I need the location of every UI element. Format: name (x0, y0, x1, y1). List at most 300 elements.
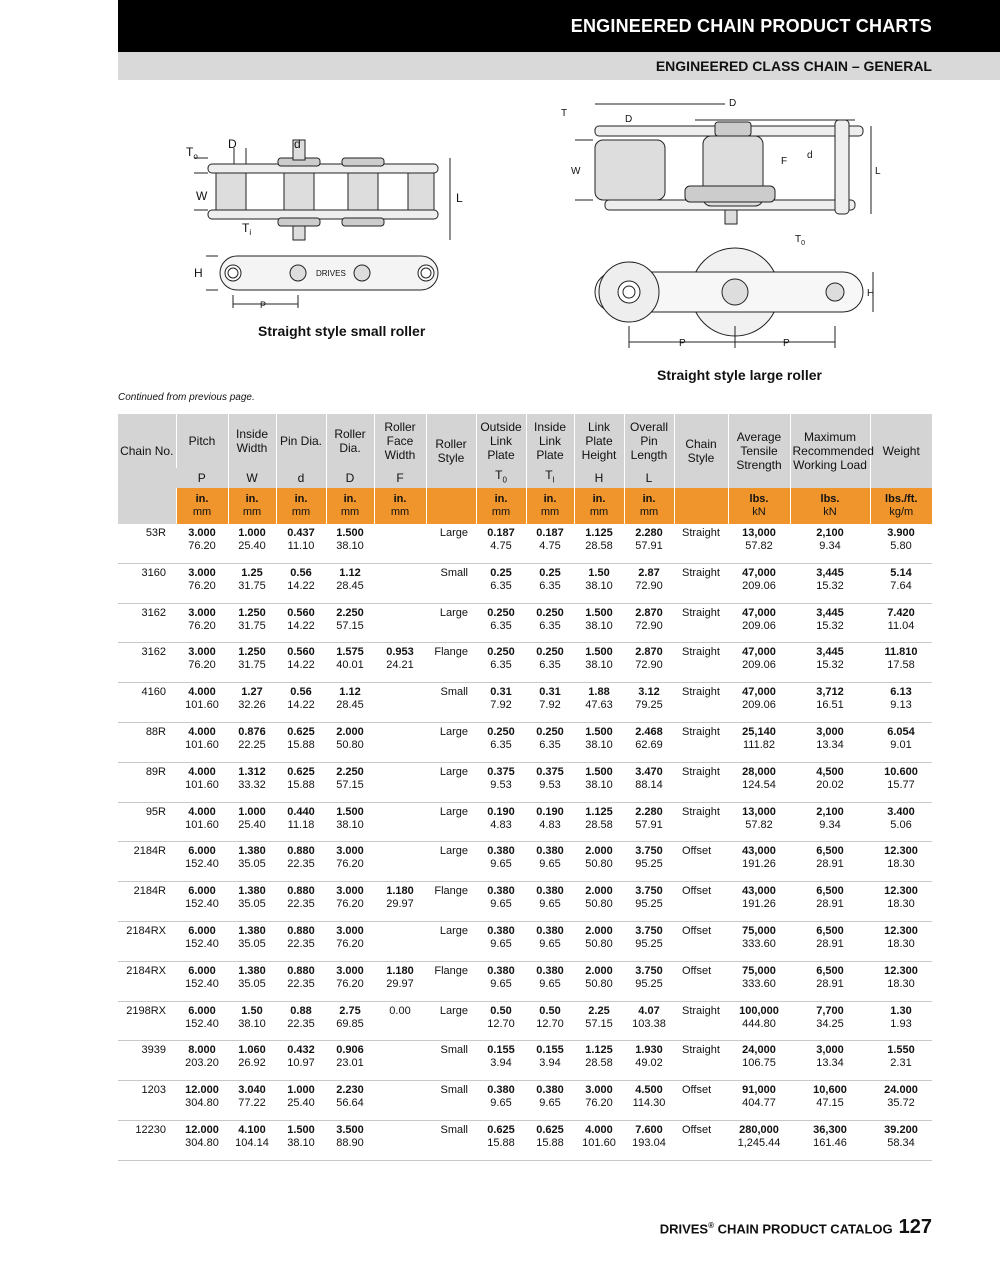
cell-ilp: 0.380 9.65 (526, 882, 574, 922)
cell-pitch: 4.000 101.60 (176, 683, 228, 723)
cell-mwl: 6,500 28.91 (790, 842, 870, 882)
cell-width: 1.25 31.75 (228, 563, 276, 603)
col-symbol: $T_0$ (476, 468, 526, 488)
dim-l-label: L (456, 191, 463, 205)
cell-roller-style: Large (426, 524, 476, 563)
cell-pin: 0.432 10.97 (276, 1041, 326, 1081)
cell-mwl: 6,500 28.91 (790, 882, 870, 922)
cell-wt: 24.000 35.72 (870, 1081, 932, 1121)
unit-cell: in. mm (326, 488, 374, 524)
cell-olp: 0.190 4.83 (476, 802, 526, 842)
cell-pin: 0.56 14.22 (276, 683, 326, 723)
cell-ats: 100,000 444.80 (728, 1001, 790, 1041)
table-row (118, 1041, 932, 1081)
cell-pitch: 4.000 101.60 (176, 762, 228, 802)
cell-lph: 2.000 50.80 (574, 882, 624, 922)
cell-chain-style: Offset (674, 1081, 728, 1121)
cell-ilp: 0.190 4.83 (526, 802, 574, 842)
cell-width: 4.100 104.14 (228, 1120, 276, 1160)
unit-cell: in. mm (526, 488, 574, 524)
cell-ats: 47,000 209.06 (728, 603, 790, 643)
cell-wt: 6.13 9.13 (870, 683, 932, 723)
cell-roller-style: Large (426, 722, 476, 762)
cell-chain-style: Straight (674, 524, 728, 563)
cell-opl: 2.280 57.91 (624, 802, 674, 842)
col-symbol: L (624, 468, 674, 488)
col-symbol: D (326, 468, 374, 488)
cell-chain-no: 3939 (118, 1041, 176, 1081)
cell-pin: 0.437 11.10 (276, 524, 326, 563)
large-roller-diagram (555, 96, 895, 356)
cell-width: 0.876 22.25 (228, 722, 276, 762)
cell-ilp: 0.250 6.35 (526, 722, 574, 762)
header-bar (118, 0, 1000, 52)
cell-chain-style: Straight (674, 563, 728, 603)
cell-ats: 47,000 209.06 (728, 563, 790, 603)
cell-ats: 280,000 1,245.44 (728, 1120, 790, 1160)
cell-opl: 2.87 72.90 (624, 563, 674, 603)
cell-roller: 1.575 40.01 (326, 643, 374, 683)
cell-opl: 3.750 95.25 (624, 921, 674, 961)
cell-chain-style: Straight (674, 1041, 728, 1081)
cell-ilp: 0.187 4.75 (526, 524, 574, 563)
cell-pin: 0.880 22.35 (276, 961, 326, 1001)
cell-ats: 75,000 333.60 (728, 921, 790, 961)
cell-face (374, 524, 426, 563)
cell-roller-style: Large (426, 921, 476, 961)
cell-roller: 1.12 28.45 (326, 683, 374, 723)
cell-pin: 0.625 15.88 (276, 722, 326, 762)
cell-ats: 47,000 209.06 (728, 683, 790, 723)
cell-face (374, 1041, 426, 1081)
unit-cell: in. mm (624, 488, 674, 524)
cell-wt: 39.200 58.34 (870, 1120, 932, 1160)
cell-mwl: 3,445 15.32 (790, 563, 870, 603)
unit-cell: in. mm (276, 488, 326, 524)
cell-wt: 1.30 1.93 (870, 1001, 932, 1041)
cell-roller: 2.000 50.80 (326, 722, 374, 762)
cell-opl: 2.468 62.69 (624, 722, 674, 762)
cell-pitch: 12.000 304.80 (176, 1081, 228, 1121)
cell-pitch: 6.000 152.40 (176, 882, 228, 922)
cell-chain-no: 2184RX (118, 921, 176, 961)
cell-ilp: 0.625 15.88 (526, 1120, 574, 1160)
cell-opl: 7.600 193.04 (624, 1120, 674, 1160)
cell-chain-no: 4160 (118, 683, 176, 723)
cell-width: 1.250 31.75 (228, 603, 276, 643)
unit-cell: lbs./ft. kg/m (870, 488, 932, 524)
cell-roller-style: Flange (426, 643, 476, 683)
table-row (118, 603, 932, 643)
unit-cell: in. mm (228, 488, 276, 524)
cell-pitch: 6.000 152.40 (176, 961, 228, 1001)
cell-chain-no: 3162 (118, 643, 176, 683)
cell-pin: 0.88 22.35 (276, 1001, 326, 1041)
table-row (118, 1081, 932, 1121)
cell-opl: 4.500 114.30 (624, 1081, 674, 1121)
cell-olp: 0.50 12.70 (476, 1001, 526, 1041)
table-row (118, 524, 932, 563)
cell-width: 1.000 25.40 (228, 802, 276, 842)
unit-cell: lbs. kN (790, 488, 870, 524)
small-roller-caption: Straight style small roller (258, 323, 426, 339)
cell-roller: 1.500 38.10 (326, 802, 374, 842)
cell-chain-no: 12230 (118, 1120, 176, 1160)
cell-opl: 4.07 103.38 (624, 1001, 674, 1041)
cell-chain-no: 2198RX (118, 1001, 176, 1041)
col-header: Overall Pin Length (624, 414, 674, 468)
cell-olp: 0.380 9.65 (476, 882, 526, 922)
col-symbol: W (228, 468, 276, 488)
cell-ats: 24,000 106.75 (728, 1041, 790, 1081)
cell-ilp: 0.25 6.35 (526, 563, 574, 603)
cell-pitch: 6.000 152.40 (176, 1001, 228, 1041)
cell-pitch: 3.000 76.20 (176, 524, 228, 563)
cell-pin: 0.880 22.35 (276, 921, 326, 961)
cell-width: 3.040 77.22 (228, 1081, 276, 1121)
cell-olp: 0.187 4.75 (476, 524, 526, 563)
cell-face: 0.953 24.21 (374, 643, 426, 683)
cell-mwl: 3,000 13.34 (790, 1041, 870, 1081)
cell-wt: 1.550 2.31 (870, 1041, 932, 1081)
cell-ats: 75,000 333.60 (728, 961, 790, 1001)
col-header: Outside Link Plate (476, 414, 526, 468)
cell-chain-style: Straight (674, 802, 728, 842)
cell-pitch: 6.000 152.40 (176, 921, 228, 961)
dim-pin-large-label: d (807, 150, 813, 161)
dim-h-label: H (194, 266, 203, 280)
cell-width: 1.380 35.05 (228, 921, 276, 961)
cell-wt: 5.14 7.64 (870, 563, 932, 603)
cell-width: 1.27 32.26 (228, 683, 276, 723)
unit-cell (426, 488, 476, 524)
cell-face: 0.00 (374, 1001, 426, 1041)
top-view-large (575, 104, 871, 224)
cell-ilp: 0.375 9.53 (526, 762, 574, 802)
cell-mwl: 3,445 15.32 (790, 603, 870, 643)
cell-lph: 1.125 28.58 (574, 802, 624, 842)
col-symbol: P (176, 468, 228, 488)
cell-ilp: 0.31 7.92 (526, 683, 574, 723)
cell-pin: 0.440 11.18 (276, 802, 326, 842)
cell-wt: 10.600 15.77 (870, 762, 932, 802)
table-row (118, 683, 932, 723)
cell-face (374, 722, 426, 762)
cell-chain-style: Straight (674, 683, 728, 723)
unit-cell: in. mm (176, 488, 228, 524)
col-header: Roller Dia. (326, 414, 374, 468)
cell-roller: 1.500 38.10 (326, 524, 374, 563)
dim-d2-label: D (729, 98, 737, 109)
cell-mwl: 6,500 28.91 (790, 961, 870, 1001)
cell-roller-style: Large (426, 842, 476, 882)
cell-pitch: 3.000 76.20 (176, 643, 228, 683)
cell-lph: 1.500 38.10 (574, 643, 624, 683)
cell-roller: 3.000 76.20 (326, 882, 374, 922)
cell-mwl: 36,300 161.46 (790, 1120, 870, 1160)
cell-ats: 91,000 404.77 (728, 1081, 790, 1121)
col-header: Weight (870, 414, 932, 488)
cell-olp: 0.375 9.53 (476, 762, 526, 802)
cell-face (374, 1120, 426, 1160)
col-header: Roller Style (426, 414, 476, 488)
cell-pin: 0.560 14.22 (276, 603, 326, 643)
top-view (194, 140, 450, 240)
cell-mwl: 3,445 15.32 (790, 643, 870, 683)
col-header: Pin Dia. (276, 414, 326, 468)
cell-opl: 3.750 95.25 (624, 882, 674, 922)
table-row (118, 643, 932, 683)
cell-roller: 0.906 23.01 (326, 1041, 374, 1081)
cell-roller-style: Small (426, 1120, 476, 1160)
cell-opl: 1.930 49.02 (624, 1041, 674, 1081)
cell-chain-style: Straight (674, 603, 728, 643)
cell-pitch: 3.000 76.20 (176, 563, 228, 603)
table-row (118, 563, 932, 603)
subheader-bar (118, 52, 1000, 80)
cell-lph: 1.500 38.10 (574, 762, 624, 802)
cell-ilp: 0.250 6.35 (526, 603, 574, 643)
cell-width: 1.250 31.75 (228, 643, 276, 683)
cell-pitch: 8.000 203.20 (176, 1041, 228, 1081)
cell-olp: 0.380 9.65 (476, 961, 526, 1001)
cell-face: 1.180 29.97 (374, 882, 426, 922)
col-symbol: F (374, 468, 426, 488)
cell-mwl: 2,100 9.34 (790, 802, 870, 842)
cell-chain-no: 53R (118, 524, 176, 563)
cell-ats: 25,140 111.82 (728, 722, 790, 762)
chain-spec-table (118, 414, 932, 1161)
catalog-name: DRIVES® CHAIN PRODUCT CATALOG (659, 1220, 893, 1236)
section-title: ENGINEERED CLASS CHAIN – GENERAL (655, 58, 932, 74)
cell-ats: 13,000 57.82 (728, 524, 790, 563)
table-body (118, 524, 932, 1160)
cell-chain-style: Offset (674, 882, 728, 922)
cell-roller-style: Small (426, 1041, 476, 1081)
cell-lph: 1.88 47.63 (574, 683, 624, 723)
cell-chain-no: 1203 (118, 1081, 176, 1121)
cell-chain-style: Offset (674, 921, 728, 961)
dim-p1-label: P (679, 338, 686, 349)
cell-olp: 0.31 7.92 (476, 683, 526, 723)
cell-lph: 1.125 28.58 (574, 1041, 624, 1081)
col-symbol: H (574, 468, 624, 488)
cell-opl: 3.470 88.14 (624, 762, 674, 802)
cell-wt: 6.054 9.01 (870, 722, 932, 762)
cell-chain-no: 3160 (118, 563, 176, 603)
dim-w-label: W (196, 189, 208, 203)
table-row (118, 842, 932, 882)
cell-chain-style: Straight (674, 643, 728, 683)
col-symbol: d (276, 468, 326, 488)
cell-roller-style: Flange (426, 961, 476, 1001)
cell-face: 1.180 29.97 (374, 961, 426, 1001)
dim-h-large-label: H (867, 288, 875, 299)
dim-to-label: $T_o$ (186, 145, 198, 161)
cell-chain-no: 2184R (118, 842, 176, 882)
unit-cell: in. mm (574, 488, 624, 524)
cell-opl: 3.750 95.25 (624, 842, 674, 882)
cell-roller: 3.000 76.20 (326, 921, 374, 961)
cell-width: 1.000 25.40 (228, 524, 276, 563)
cell-roller: 2.230 56.64 (326, 1081, 374, 1121)
cell-pin: 0.880 22.35 (276, 882, 326, 922)
cell-wt: 12.300 18.30 (870, 842, 932, 882)
cell-opl: 3.12 79.25 (624, 683, 674, 723)
small-roller-diagram (180, 130, 480, 315)
col-header-chain-no: Chain No. (118, 414, 176, 488)
page-title: ENGINEERED CHAIN PRODUCT CHARTS (570, 15, 932, 36)
cell-chain-no: 95R (118, 802, 176, 842)
cell-ilp: 0.250 6.35 (526, 643, 574, 683)
table-header (118, 414, 932, 524)
col-header: Chain Style (674, 414, 728, 488)
cell-ilp: 0.380 9.65 (526, 1081, 574, 1121)
dim-l-large-label: L (875, 166, 881, 177)
cell-roller: 1.12 28.45 (326, 563, 374, 603)
cell-roller: 2.250 57.15 (326, 603, 374, 643)
unit-cell: lbs. kN (728, 488, 790, 524)
cell-pitch: 4.000 101.60 (176, 802, 228, 842)
cell-chain-style: Offset (674, 961, 728, 1001)
cell-pin: 0.880 22.35 (276, 842, 326, 882)
large-roller-caption: Straight style large roller (657, 367, 822, 383)
cell-face (374, 921, 426, 961)
table-row (118, 921, 932, 961)
page-number: 127 (898, 1216, 932, 1238)
col-header: Inside Link Plate (526, 414, 574, 468)
cell-pitch: 4.000 101.60 (176, 722, 228, 762)
cell-roller-style: Small (426, 1081, 476, 1121)
cell-ats: 47,000 209.06 (728, 643, 790, 683)
cell-ilp: 0.155 3.94 (526, 1041, 574, 1081)
col-header: Inside Width (228, 414, 276, 468)
col-header: Pitch (176, 414, 228, 468)
cell-olp: 0.625 15.88 (476, 1120, 526, 1160)
dim-p-label: P (260, 300, 267, 310)
table-row (118, 1001, 932, 1041)
cell-ats: 28,000 124.54 (728, 762, 790, 802)
cell-roller-style: Large (426, 1001, 476, 1041)
cell-lph: 1.125 28.58 (574, 524, 624, 563)
unit-cell (674, 488, 728, 524)
footer (660, 1216, 932, 1239)
cell-face (374, 563, 426, 603)
cell-ats: 13,000 57.82 (728, 802, 790, 842)
cell-olp: 0.380 9.65 (476, 921, 526, 961)
cell-mwl: 6,500 28.91 (790, 921, 870, 961)
cell-width: 1.380 35.05 (228, 842, 276, 882)
cell-pin: 0.625 15.88 (276, 762, 326, 802)
brand-mark: DRIVES (316, 269, 346, 278)
cell-ilp: 0.380 9.65 (526, 921, 574, 961)
col-header: Roller Face Width (374, 414, 426, 468)
table-row (118, 802, 932, 842)
cell-opl: 2.870 72.90 (624, 643, 674, 683)
cell-face (374, 802, 426, 842)
col-header: Maximum Recommended Working Load (790, 414, 870, 488)
unit-cell: in. mm (374, 488, 426, 524)
cell-lph: 1.50 38.10 (574, 563, 624, 603)
cell-roller: 2.75 69.85 (326, 1001, 374, 1041)
continued-note: Continued from previous page. (118, 392, 255, 403)
cell-opl: 3.750 95.25 (624, 961, 674, 1001)
cell-ats: 43,000 191.26 (728, 882, 790, 922)
cell-opl: 2.870 72.90 (624, 603, 674, 643)
cell-lph: 3.000 76.20 (574, 1081, 624, 1121)
cell-mwl: 3,712 16.51 (790, 683, 870, 723)
cell-lph: 2.000 50.80 (574, 921, 624, 961)
cell-roller-style: Small (426, 683, 476, 723)
cell-ilp: 0.380 9.65 (526, 842, 574, 882)
cell-wt: 7.420 11.04 (870, 603, 932, 643)
cell-roller: 3.000 76.20 (326, 842, 374, 882)
cell-pitch: 6.000 152.40 (176, 842, 228, 882)
cell-olp: 0.25 6.35 (476, 563, 526, 603)
cell-pitch: 3.000 76.20 (176, 603, 228, 643)
col-header: Link Plate Height (574, 414, 624, 468)
cell-ilp: 0.380 9.65 (526, 961, 574, 1001)
cell-roller-style: Small (426, 563, 476, 603)
cell-lph: 2.000 50.80 (574, 842, 624, 882)
table-row (118, 722, 932, 762)
dim-to-large-label: $T_0$ (795, 234, 806, 247)
cell-chain-no: 2184RX (118, 961, 176, 1001)
cell-width: 1.50 38.10 (228, 1001, 276, 1041)
table-row (118, 762, 932, 802)
dim-t-label: T (561, 108, 568, 119)
cell-mwl: 2,100 9.34 (790, 524, 870, 563)
dim-f-label: F (781, 156, 788, 167)
side-view (206, 256, 438, 308)
cell-chain-style: Straight (674, 1001, 728, 1041)
cell-pin: 1.500 38.10 (276, 1120, 326, 1160)
cell-roller-style: Large (426, 762, 476, 802)
cell-pin: 0.560 14.22 (276, 643, 326, 683)
cell-lph: 2.000 50.80 (574, 961, 624, 1001)
cell-olp: 0.380 9.65 (476, 1081, 526, 1121)
cell-chain-style: Straight (674, 722, 728, 762)
cell-olp: 0.380 9.65 (476, 842, 526, 882)
cell-wt: 11.810 17.58 (870, 643, 932, 683)
cell-width: 1.380 35.05 (228, 882, 276, 922)
cell-olp: 0.155 3.94 (476, 1041, 526, 1081)
unit-cell: in. mm (476, 488, 526, 524)
dim-pin-label: d (294, 137, 301, 151)
cell-face (374, 842, 426, 882)
cell-roller-style: Large (426, 603, 476, 643)
dim-w-large-label: W (571, 166, 581, 177)
cell-chain-no: 2184R (118, 882, 176, 922)
side-view-large (595, 248, 873, 348)
cell-wt: 3.900 5.80 (870, 524, 932, 563)
table-row (118, 1120, 932, 1160)
cell-chain-no: 88R (118, 722, 176, 762)
cell-ilp: 0.50 12.70 (526, 1001, 574, 1041)
dim-d1-label: D (625, 114, 633, 125)
col-header: Average Tensile Strength (728, 414, 790, 488)
cell-lph: 1.500 38.10 (574, 603, 624, 643)
cell-roller: 2.250 57.15 (326, 762, 374, 802)
cell-roller-style: Flange (426, 882, 476, 922)
cell-chain-style: Offset (674, 1120, 728, 1160)
dim-ti-label: $T_i$ (242, 221, 252, 237)
cell-mwl: 4,500 20.02 (790, 762, 870, 802)
cell-lph: 2.25 57.15 (574, 1001, 624, 1041)
cell-wt: 12.300 18.30 (870, 921, 932, 961)
cell-pin: 1.000 25.40 (276, 1081, 326, 1121)
cell-roller: 3.500 88.90 (326, 1120, 374, 1160)
